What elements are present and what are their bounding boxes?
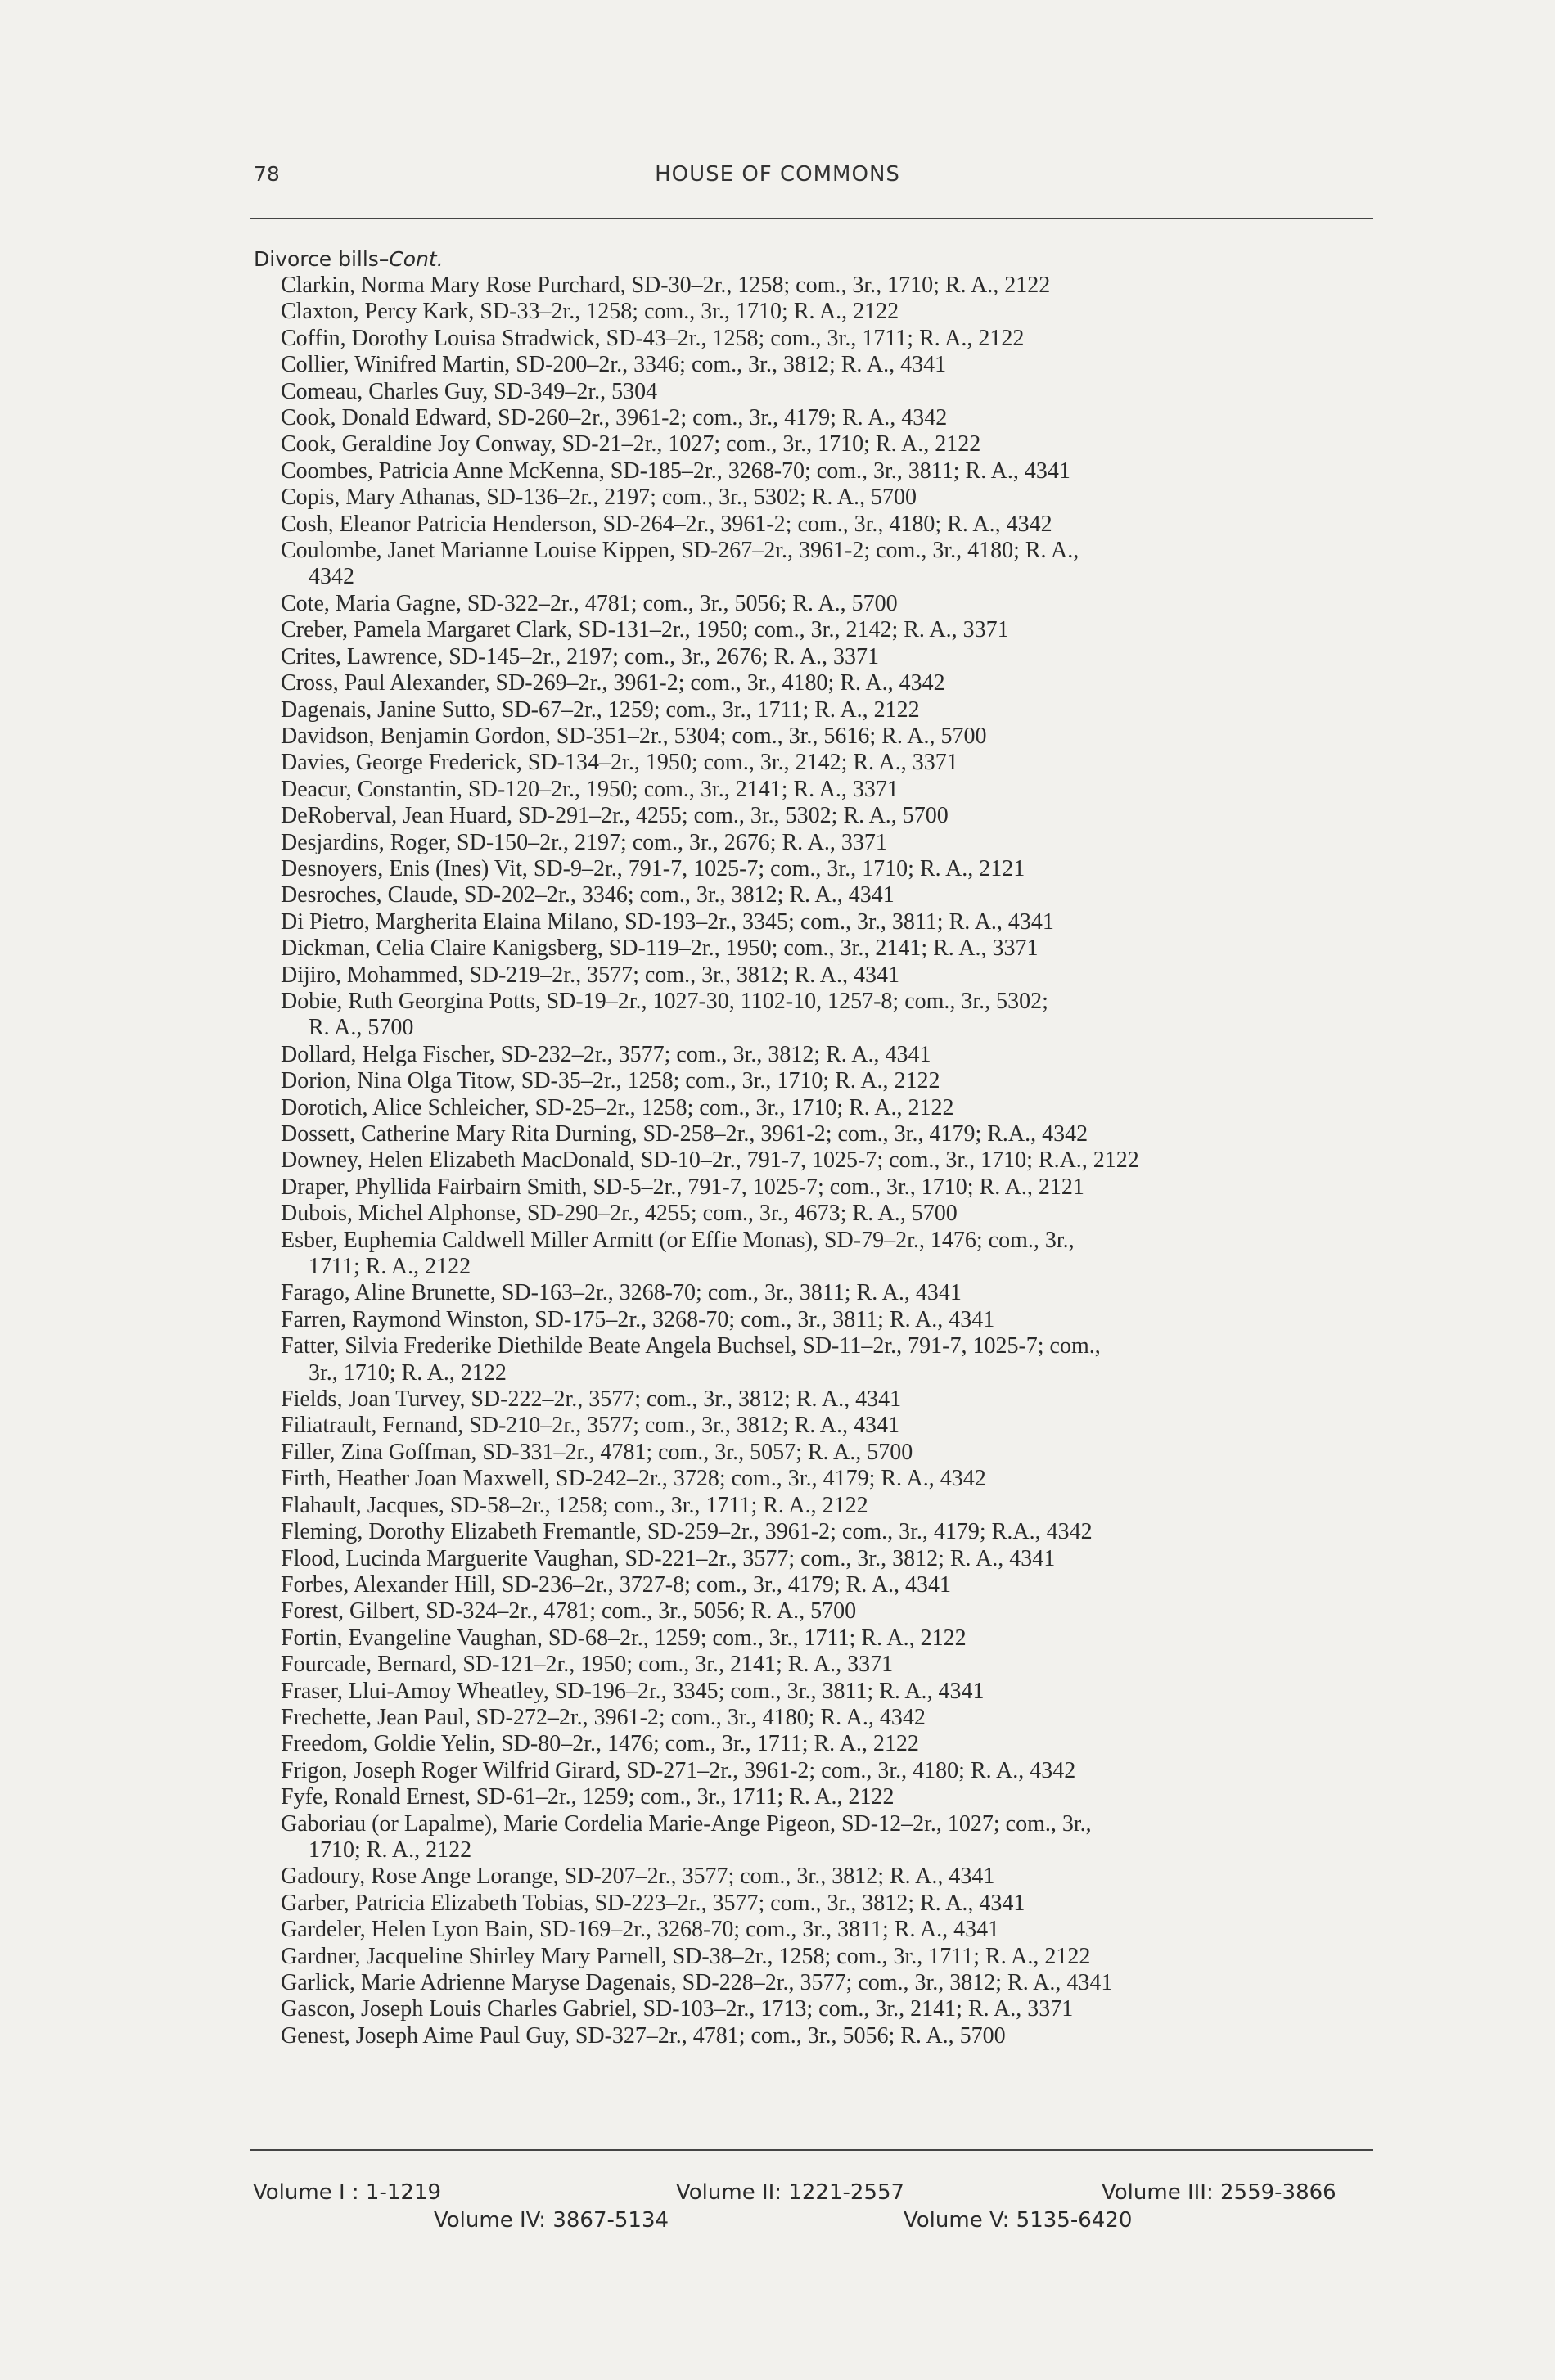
index-entry (281, 1121, 1377, 1147)
index-entry (281, 1042, 1377, 1068)
index-entry (281, 1307, 1377, 1333)
entry-text: Fields, Joan Turvey, SD-222–2r., 3577; com., 3r., 3812; R. A., 4341 (281, 1386, 902, 1413)
index-entry (281, 512, 1377, 538)
entry-text: Crites, Lawrence, SD-145–2r., 2197; com., 3r., 2676; R. A., 3371 (281, 643, 880, 669)
index-entry (281, 1174, 1377, 1201)
index-entry (281, 405, 1377, 431)
entry-text: Di Pietro, Margherita Elaina Milano, SD-193–2r., 3345; com., 3r., 3811; R. A., 4341 (281, 908, 1054, 935)
index-entry (281, 485, 1377, 511)
entry-text: Genest, Joseph Aime Paul Guy, SD-327–2r., 4781; com., 3r., 5056; R. A., 5700 (281, 2022, 1006, 2049)
entry-text: Fyfe, Ronald Ernest, SD-61–2r., 1259; com., 3r., 1711; R. A., 2122 (281, 1784, 895, 1810)
entry-text: Dubois, Michel Alphonse, SD-290–2r., 4255; com., 3r., 4673; R. A., 5700 (281, 1201, 958, 1227)
entry-text: Dijiro, Mohammed, SD-219–2r., 3577; com., 3r., 3812; R. A., 4341 (281, 962, 899, 988)
entry-text-continuation: 1711; R. A., 2122 (309, 1254, 471, 1280)
entry-text: Coulombe, Janet Marianne Louise Kippen, SD-267–2r., 3961-2; com., 3r., 4180; R. A., (281, 538, 1079, 564)
entry-text: Davidson, Benjamin Gordon, SD-351–2r., 5304; com., 3r., 5616; R. A., 5700 (281, 723, 987, 749)
index-entry (281, 1201, 1377, 1227)
index-entry (281, 1944, 1377, 1970)
index-entry (281, 909, 1377, 935)
index-entry (281, 803, 1377, 829)
entry-text: Cross, Paul Alexander, SD-269–2r., 3961-2; com., 3r., 4180; R. A., 4342 (281, 670, 945, 696)
entry-text: Clarkin, Norma Mary Rose Purchard, SD-30–2r., 1258; com., 3r., 1710; R. A., 2122 (281, 273, 1051, 298)
page-number: 78 (254, 162, 280, 186)
index-entry (281, 1784, 1377, 1810)
index-entry (281, 1679, 1377, 1705)
entry-text: Coombes, Patricia Anne McKenna, SD-185–2r., 3268-70; com., 3r., 3811; R. A., 4341 (281, 458, 1070, 484)
entry-text: Filiatrault, Fernand, SD-210–2r., 3577; com., 3r., 3812; R. A., 4341 (281, 1413, 899, 1439)
entry-text: Copis, Mary Athanas, SD-136–2r., 2197; com., 3r., 5302; R. A., 5700 (281, 485, 917, 511)
entry-text: Fraser, Llui-Amoy Wheatley, SD-196–2r., 3345; com., 3r., 3811; R. A., 4341 (281, 1678, 985, 1704)
index-entry (281, 1572, 1377, 1598)
index-entry (281, 1996, 1377, 2022)
entry-text: Claxton, Percy Kark, SD-33–2r., 1258; com., 3r., 1710; R. A., 2122 (281, 299, 899, 325)
entry-text: Fatter, Silvia Frederike Diethilde Beate Angela Buchsel, SD-11–2r., 791-7, 1025-7; com., (281, 1333, 1101, 1359)
index-entry (281, 1731, 1377, 1757)
entry-text: Desjardins, Roger, SD-150–2r., 2197; com., 3r., 2676; R. A., 3371 (281, 829, 887, 855)
index-entry (281, 458, 1377, 485)
index-entry (281, 1095, 1377, 1121)
index-entry (281, 1413, 1377, 1439)
running-head: HOUSE OF COMMONS (655, 162, 900, 187)
entry-text: Flood, Lucinda Marguerite Vaughan, SD-221–2r., 3577; com., 3r., 3812; R. A., 4341 (281, 1545, 1056, 1571)
index-entry (281, 352, 1377, 378)
entry-text: Forest, Gilbert, SD-324–2r., 4781; com., 3r., 5056; R. A., 5700 (281, 1598, 857, 1625)
entry-text: Dickman, Celia Claire Kanigsberg, SD-119–2r., 1950; com., 3r., 2141; R. A., 3371 (281, 935, 1039, 962)
entry-text: Dollard, Helga Fischer, SD-232–2r., 3577; com., 3r., 3812; R. A., 4341 (281, 1041, 931, 1067)
entry-text: Frigon, Joseph Roger Wilfrid Girard, SD-271–2r., 3961-2; com., 3r., 4180; R. A., 4342 (281, 1757, 1076, 1783)
header-rule (250, 218, 1373, 219)
index-entry (281, 1280, 1377, 1306)
index-entry (281, 1891, 1377, 1917)
entry-text: Dobie, Ruth Georgina Potts, SD-19–2r., 1027-30, 1102-10, 1257-8; com., 3r., 5302; (281, 988, 1048, 1014)
index-entry (281, 1466, 1377, 1492)
entry-text: Farago, Aline Brunette, SD-163–2r., 3268-70; com., 3r., 3811; R. A., 4341 (281, 1280, 962, 1306)
entry-text: Garlick, Marie Adrienne Maryse Dagenais, SD-228–2r., 3577; com., 3r., 3812; R. A., 4341 (281, 1970, 1113, 1995)
entry-text: Cook, Donald Edward, SD-260–2r., 3961-2; com., 3r., 4179; R. A., 4342 (281, 405, 948, 431)
index-entry (281, 1864, 1377, 1890)
entry-text: Filler, Zina Goffman, SD-331–2r., 4781; com., 3r., 5057; R. A., 5700 (281, 1439, 913, 1465)
entry-text: Dorotich, Alice Schleicher, SD-25–2r., 1258; com., 3r., 1710; R. A., 2122 (281, 1094, 954, 1120)
footer-volume-3: Volume III: 2559-3866 (1102, 2180, 1336, 2205)
index-entry (281, 273, 1377, 299)
entry-text: Fleming, Dorothy Elizabeth Fremantle, SD-259–2r., 3961-2; com., 3r., 4179; R.A., 4342 (281, 1519, 1093, 1545)
entry-text: Frechette, Jean Paul, SD-272–2r., 3961-2; com., 3r., 4180; R. A., 4342 (281, 1704, 926, 1730)
entry-text-continuation: R. A., 5700 (309, 1015, 414, 1041)
index-entry (281, 989, 1377, 1042)
entry-text: Davies, George Frederick, SD-134–2r., 1950; com., 3r., 2142; R. A., 3371 (281, 750, 958, 776)
entry-text: Dossett, Catherine Mary Rita Durning, SD-258–2r., 3961-2; com., 3r., 4179; R.A., 4342 (281, 1121, 1088, 1147)
entry-text: Downey, Helen Elizabeth MacDonald, SD-10–2r., 791-7, 1025-7; com., 3r., 1710; R.A., 2122 (281, 1147, 1139, 1174)
entry-list (281, 273, 1377, 2049)
index-entry (281, 962, 1377, 989)
entry-text: Fourcade, Bernard, SD-121–2r., 1950; com., 3r., 2141; R. A., 3371 (281, 1652, 894, 1678)
index-entry (281, 1386, 1377, 1413)
entry-text: Cook, Geraldine Joy Conway, SD-21–2r., 1027; com., 3r., 1710; R. A., 2122 (281, 431, 981, 458)
index-entry (281, 379, 1377, 405)
entry-text: Gascon, Joseph Louis Charles Gabriel, SD-103–2r., 1713; com., 3r., 2141; R. A., 3371 (281, 1996, 1074, 2022)
index-entry (281, 1811, 1377, 1864)
entry-text: Freedom, Goldie Yelin, SD-80–2r., 1476; com., 3r., 1711; R. A., 2122 (281, 1731, 919, 1757)
index-entry (281, 830, 1377, 856)
entry-text: Forbes, Alexander Hill, SD-236–2r., 3727-8; com., 3r., 4179; R. A., 4341 (281, 1571, 951, 1598)
entry-text-continuation: 3r., 1710; R. A., 2122 (309, 1359, 507, 1386)
footer-volume-2: Volume II: 1221-2557 (676, 2180, 905, 2205)
section-heading: Divorce bills–Cont. (254, 247, 444, 271)
index-entry (281, 431, 1377, 458)
footer-volume-4: Volume IV: 3867-5134 (434, 2208, 669, 2233)
entry-text: Garber, Patricia Elizabeth Tobias, SD-223–2r., 3577; com., 3r., 3812; R. A., 4341 (281, 1890, 1025, 1916)
entry-text: Draper, Phyllida Fairbairn Smith, SD-5–2r., 791-7, 1025-7; com., 3r., 1710; R. A., 2121 (281, 1174, 1084, 1200)
entry-text: Gardeler, Helen Lyon Bain, SD-169–2r., 3268-70; com., 3r., 3811; R. A., 4341 (281, 1917, 1000, 1943)
entry-text: Dagenais, Janine Sutto, SD-67–2r., 1259; com., 3r., 1711; R. A., 2122 (281, 696, 920, 723)
index-entry (281, 723, 1377, 750)
entry-text-continuation: 4342 (309, 564, 354, 590)
entry-text: Gaboriau (or Lapalme), Marie Cordelia Marie-Ange Pigeon, SD-12–2r., 1027; com., 3r., (281, 1810, 1092, 1837)
index-entry (281, 1917, 1377, 1943)
entry-text: Fortin, Evangeline Vaughan, SD-68–2r., 1259; com., 3r., 1711; R. A., 2122 (281, 1625, 967, 1651)
entry-text: Esber, Euphemia Caldwell Miller Armitt (or Effie Monas), SD-79–2r., 1476; com., 3r., (281, 1227, 1075, 1253)
index-entry (281, 935, 1377, 962)
entry-text: Collier, Winifred Martin, SD-200–2r., 3346; com., 3r., 3812; R. A., 4341 (281, 352, 947, 378)
index-entry (281, 1598, 1377, 1625)
entry-text: Gadoury, Rose Ange Lorange, SD-207–2r., 3577; com., 3r., 3812; R. A., 4341 (281, 1864, 995, 1890)
entry-text: Coffin, Dorothy Louisa Stradwick, SD-43–2r., 1258; com., 3r., 1711; R. A., 2122 (281, 325, 1025, 351)
footer-volume-5: Volume V: 5135-6420 (904, 2208, 1133, 2233)
entry-text: Deacur, Constantin, SD-120–2r., 1950; com., 3r., 2141; R. A., 3371 (281, 776, 899, 802)
index-entry (281, 644, 1377, 670)
entry-text: Farren, Raymond Winston, SD-175–2r., 3268-70; com., 3r., 3811; R. A., 4341 (281, 1306, 995, 1332)
entry-text-continuation: 1710; R. A., 2122 (309, 1837, 472, 1863)
entry-text: Comeau, Charles Guy, SD-349–2r., 5304 (281, 378, 658, 404)
index-entry (281, 326, 1377, 352)
index-entry (281, 777, 1377, 803)
entry-text: Desroches, Claude, SD-202–2r., 3346; com., 3r., 3812; R. A., 4341 (281, 882, 895, 908)
index-entry (281, 856, 1377, 882)
index-entry (281, 1333, 1377, 1386)
index-entry (281, 591, 1377, 617)
entry-text: Creber, Pamela Margaret Clark, SD-131–2r., 1950; com., 3r., 2142; R. A., 3371 (281, 617, 1009, 643)
index-entry (281, 1546, 1377, 1572)
index-entry (281, 2023, 1377, 2049)
index-entry (281, 538, 1377, 591)
section-heading-continued: Cont. (389, 247, 444, 271)
footer-rule (250, 2149, 1373, 2151)
footer-volume-1: Volume I : 1-1219 (253, 2180, 442, 2205)
index-entry (281, 750, 1377, 776)
entry-text: Desnoyers, Enis (Ines) Vit, SD-9–2r., 791-7, 1025-7; com., 3r., 1710; R. A., 2121 (281, 855, 1025, 881)
index-entry (281, 697, 1377, 723)
index-entry (281, 1519, 1377, 1545)
index-entry (281, 299, 1377, 325)
index-entry (281, 1970, 1377, 1996)
index-entry (281, 1228, 1377, 1281)
index-entry (281, 1652, 1377, 1678)
entry-text: Cosh, Eleanor Patricia Henderson, SD-264–2r., 3961-2; com., 3r., 4180; R. A., 4342 (281, 511, 1052, 537)
index-entry (281, 1440, 1377, 1466)
entry-text: Flahault, Jacques, SD-58–2r., 1258; com., 3r., 1711; R. A., 2122 (281, 1492, 868, 1518)
index-entry (281, 670, 1377, 696)
index-entry (281, 882, 1377, 908)
entry-text: Gardner, Jacqueline Shirley Mary Parnell, SD-38–2r., 1258; com., 3r., 1711; R. A., 2122 (281, 1943, 1091, 1969)
index-entry (281, 1705, 1377, 1731)
index-entry (281, 1758, 1377, 1784)
entry-text: Firth, Heather Joan Maxwell, SD-242–2r., 3728; com., 3r., 4179; R. A., 4342 (281, 1466, 986, 1492)
index-entry (281, 1068, 1377, 1094)
section-heading-title: Divorce bills (254, 247, 379, 271)
entry-text: DeRoberval, Jean Huard, SD-291–2r., 4255; com., 3r., 5302; R. A., 5700 (281, 803, 949, 829)
index-entry (281, 1493, 1377, 1519)
entry-text: Cote, Maria Gagne, SD-322–2r., 4781; com., 3r., 5056; R. A., 5700 (281, 590, 898, 616)
index-entry (281, 617, 1377, 643)
entry-text: Dorion, Nina Olga Titow, SD-35–2r., 1258; com., 3r., 1710; R. A., 2122 (281, 1068, 940, 1094)
index-entry (281, 1147, 1377, 1174)
index-entry (281, 1625, 1377, 1652)
